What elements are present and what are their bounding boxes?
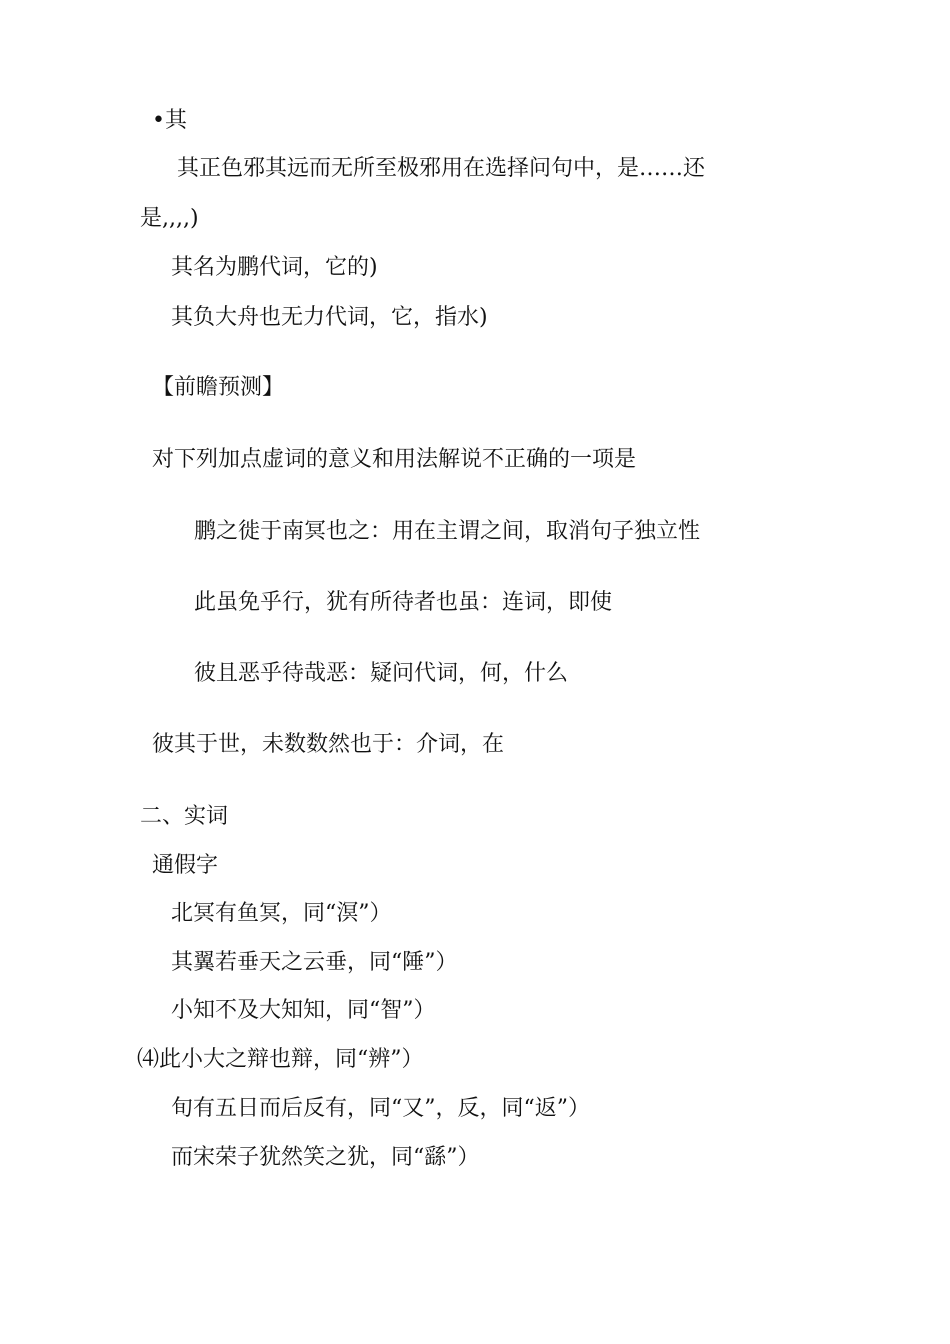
forecast-option: 彼且恶乎待哉恶：疑问代词，何，什么 [194,661,569,686]
forecast-question: 对下列加点虚词的意义和用法解说不正确的一项是 [152,447,637,472]
qi-example-line: 其正色邪其远而无所至极邪用在选择问句中，是……还 [177,156,706,181]
section-heading-qi: •其 [152,108,187,133]
qi-example-line: 其名为鹏代词，它的) [171,255,378,280]
forecast-option: 此虽免乎行，犹有所待者也虽：连词，即使 [194,590,613,615]
section-heading-shici: 二、实词 [140,804,229,829]
forecast-option: 彼其于世，未数数然也于：介词，在 [152,732,505,757]
tongjiazi-item: 北冥有鱼冥，同“溟”） [171,901,392,926]
tongjiazi-item: ⑷此小大之辩也辩，同“辨”） [137,1047,424,1072]
tongjiazi-item: 旬有五日而后反有，同“又”，反，同“返”） [171,1096,590,1121]
forecast-option: 鹏之徙于南冥也之：用在主谓之间，取消句子独立性 [194,519,701,544]
tongjiazi-item: 其翼若垂天之云垂，同“陲”） [171,950,458,975]
forecast-heading: 【前瞻预测】 [152,375,285,400]
qi-example-line: 其负大舟也无力代词，它，指水) [171,305,488,330]
subheading-tongjiazi: 通假字 [152,853,219,878]
tongjiazi-item: 而宋荣子犹然笑之犹，同“繇”） [171,1145,480,1170]
tongjiazi-item: 小知不及大知知，同“智”） [171,998,436,1023]
qi-example-line: 是,,,,) [140,206,199,231]
